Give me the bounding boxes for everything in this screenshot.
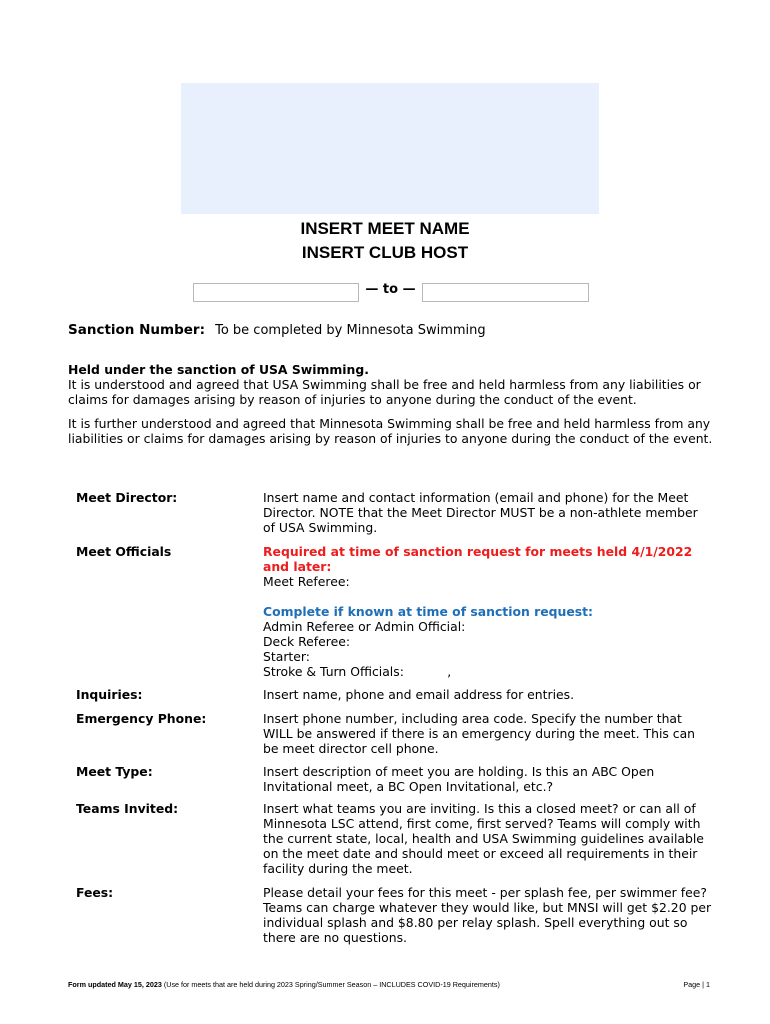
teams-invited-value: Insert what teams you are inviting. Is this a closed meet? or can all of Minnesota LSC attend, first come, first served? Teams will comply with the current state, local, health and USA Swimming guidelines available on the meet date and should meet or exceed all requirements in their facility during the meet.	[263, 801, 704, 876]
usa-swimming-disclaimer: It is understood and agreed that USA Swimming shall be free and held harmless from any liabilities or claims for damages arising by reason of injuries to anyone during the conduct of the event.	[68, 377, 701, 407]
required-note: Required at time of sanction request for meets held 4/1/2022 and later:	[263, 544, 693, 574]
fees-label: Fees:	[76, 885, 114, 900]
teams-invited-label: Teams Invited:	[76, 801, 179, 816]
meet-date-range	[0, 282, 770, 304]
form-updated-date: Form updated May 15, 2023	[68, 980, 162, 989]
sanction-number-value: To be completed by Minnesota Swimming	[215, 323, 486, 338]
meet-name-title: INSERT MEET NAME	[300, 219, 470, 238]
footer-left	[68, 980, 500, 989]
sanction-number	[68, 322, 486, 338]
page-number: Page | 1	[683, 980, 710, 989]
meet-director-value: Insert name and contact information (email and phone) for the Meet Director. NOTE that the Meet Director MUST be a non-athlete member of USA Swimming.	[263, 490, 698, 535]
date-to-label: — to —	[365, 282, 416, 297]
inquiries-value: Insert name, phone and email address for entries.	[263, 687, 575, 702]
sanction-heading: Held under the sanction of USA Swimming.	[68, 362, 369, 377]
start-date-field[interactable]	[193, 283, 359, 302]
stroke-turn-line: Stroke & Turn Officials: ,	[263, 664, 452, 679]
complete-note: Complete if known at time of sanction request:	[263, 604, 593, 619]
meet-officials-value	[263, 544, 713, 679]
club-host-title: INSERT CLUB HOST	[301, 243, 469, 262]
fees-value: Please detail your fees for this meet - per splash fee, per swimmer fee? Teams can charge whatever they would like, but MNSI will get $2.20 per individual splash and $8.80 per relay splash. Spell everything out so there are no questions.	[263, 885, 712, 945]
meet-type-label: Meet Type:	[76, 764, 153, 779]
minnesota-swimming-disclaimer: It is further understood and agreed that Minnesota Swimming shall be free and held harmless from any liabilities or claims for damages arising by reason of injuries to anyone during the conduct of the event.	[68, 416, 713, 446]
sanction-disclaimer	[68, 362, 718, 455]
meet-officials-label: Meet Officials	[76, 544, 172, 559]
meet-director-label: Meet Director:	[76, 490, 178, 505]
end-date-field[interactable]	[422, 283, 589, 302]
emergency-phone-label: Emergency Phone:	[76, 711, 207, 726]
inquiries-label: Inquiries:	[76, 687, 143, 702]
sanction-number-label: Sanction Number:	[68, 322, 205, 338]
starter-line: Starter:	[263, 649, 310, 664]
meet-referee-line: Meet Referee:	[263, 574, 350, 589]
form-season-note: (Use for meets that are held during 2023 Spring/Summer Season – INCLUDES COVID-19 Requirements)	[163, 980, 500, 989]
emergency-phone-value: Insert phone number, including area code. Specify the number that WILL be answered if there is an emergency during the meet. This can be meet director cell phone.	[263, 711, 696, 756]
meet-type-value: Insert description of meet you are holding. Is this an ABC Open Invitational meet, a BC Open Invitational, etc.?	[263, 764, 655, 794]
admin-referee-line: Admin Referee or Admin Official:	[263, 619, 466, 634]
deck-referee-line: Deck Referee:	[263, 634, 350, 649]
logo-placeholder	[181, 83, 599, 214]
